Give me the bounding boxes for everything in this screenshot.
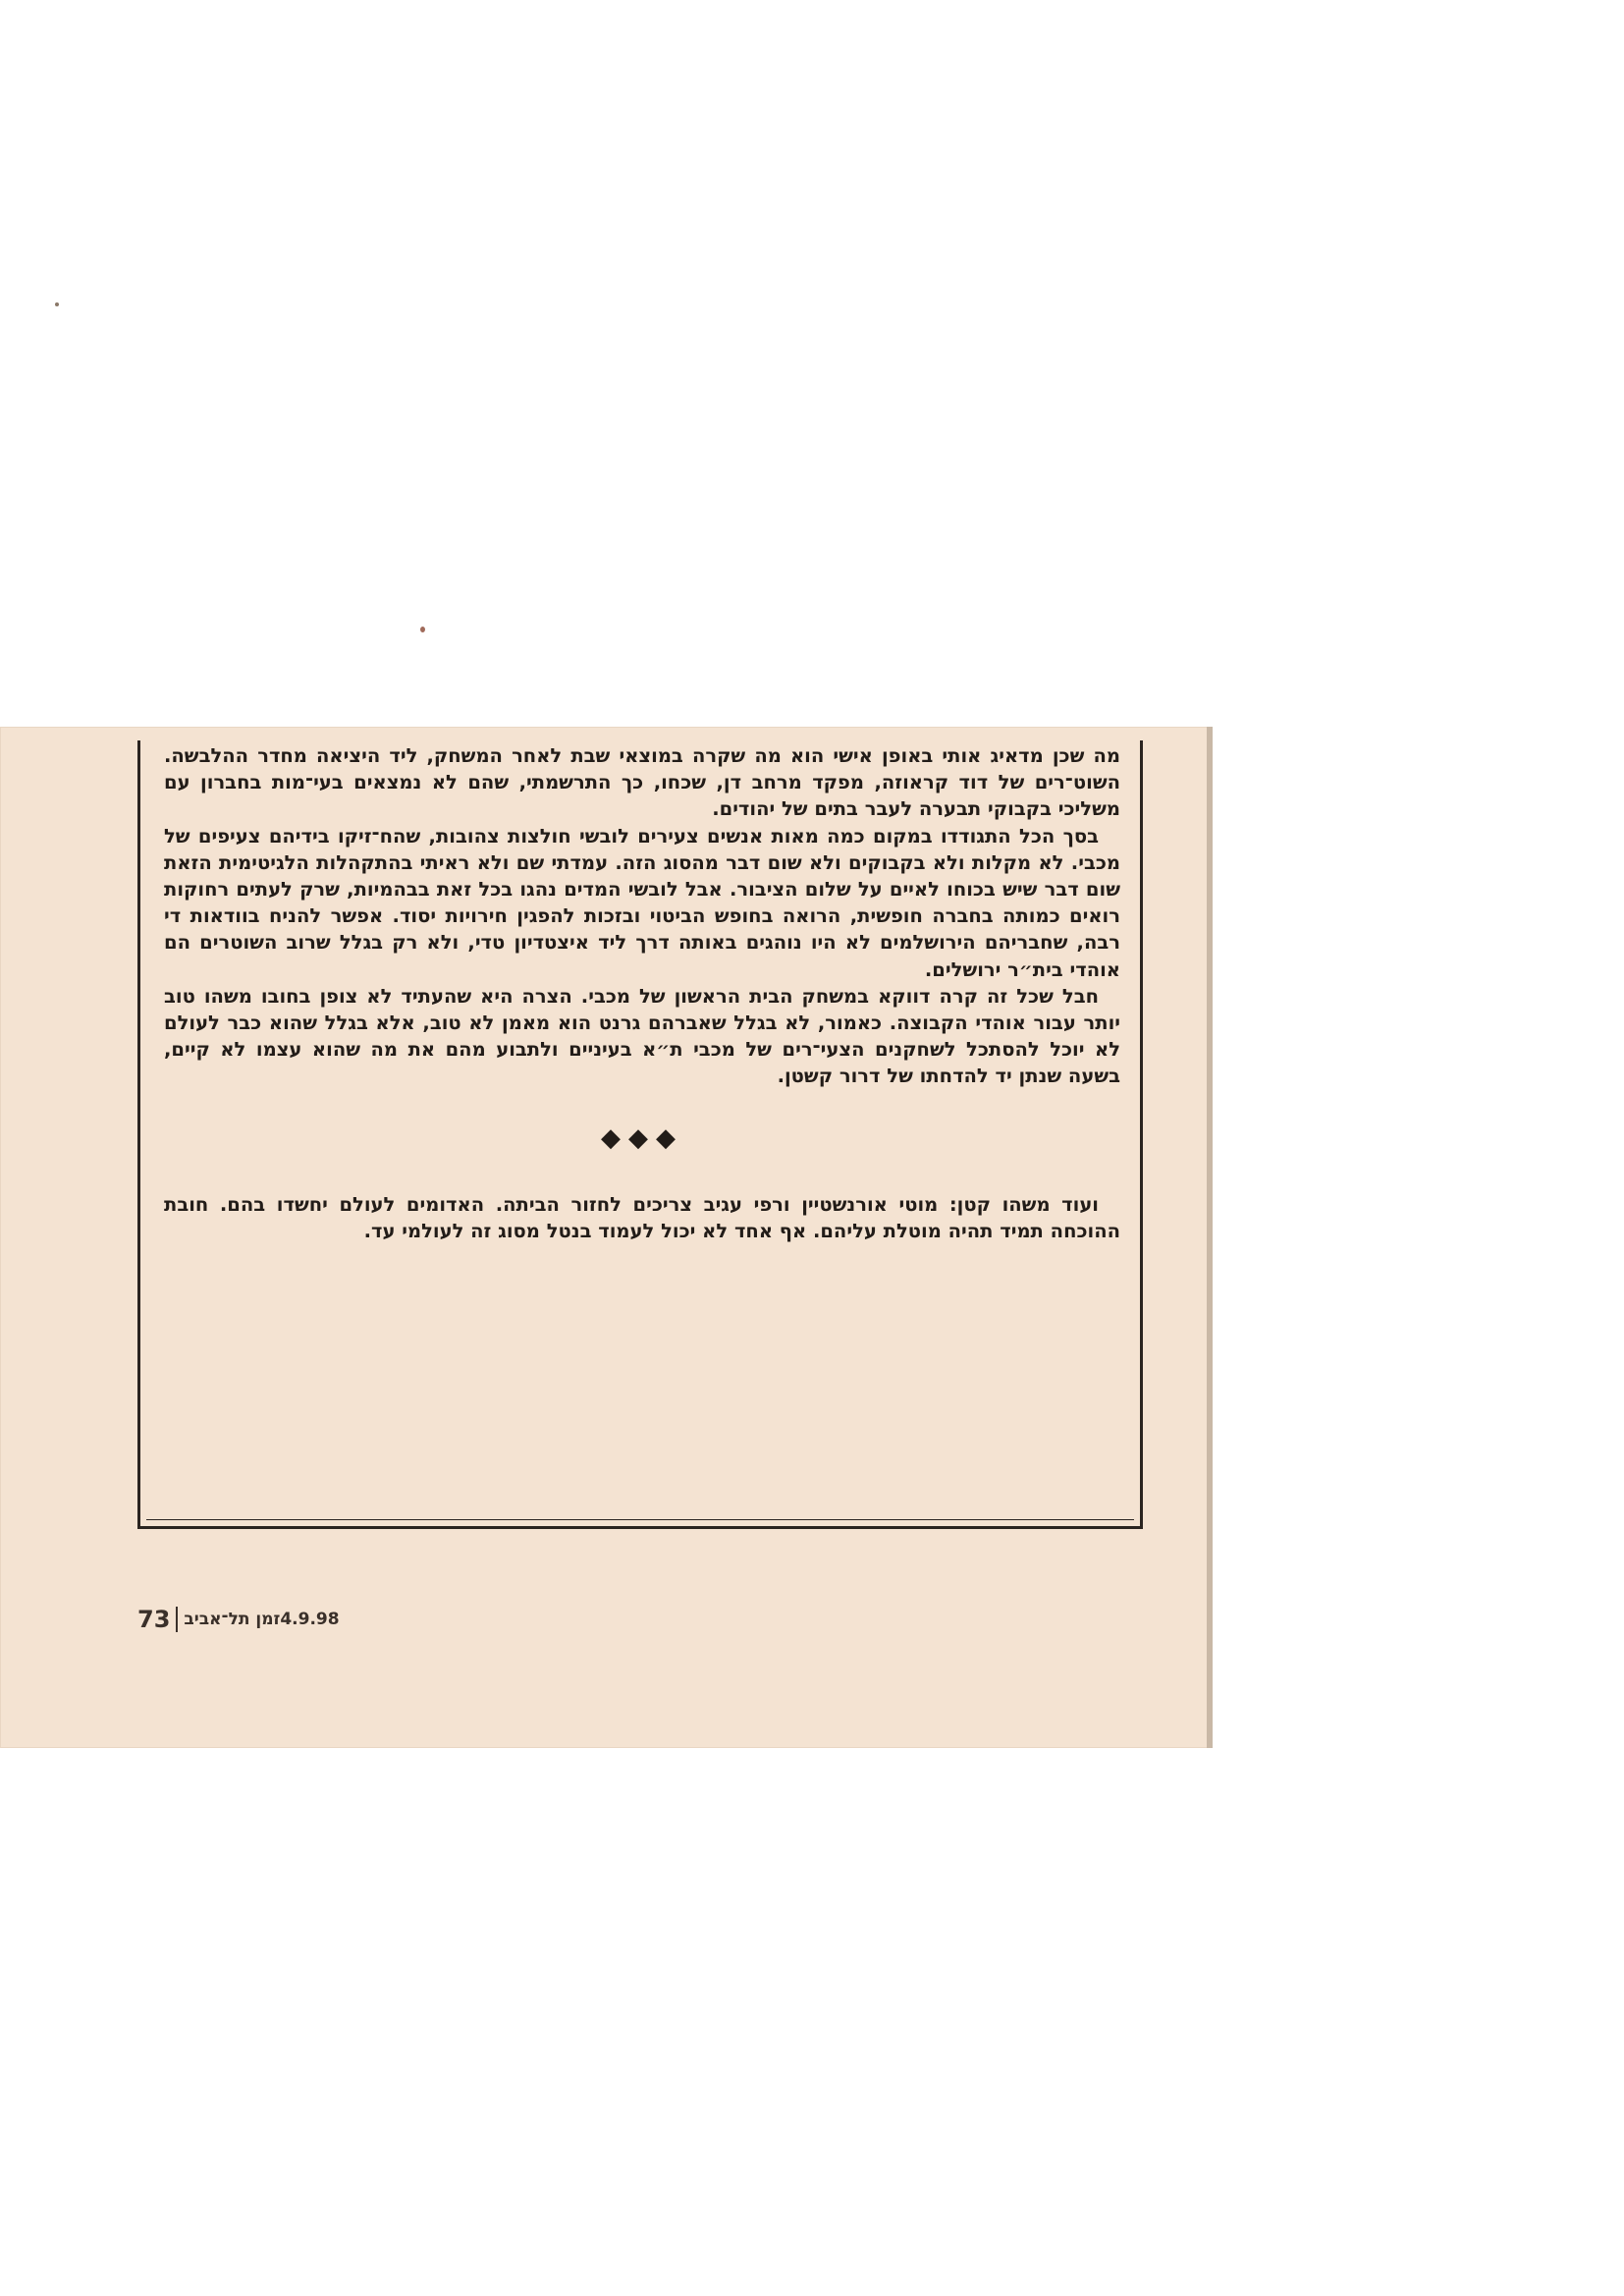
publication-name: זמן תל־אביב xyxy=(184,1610,281,1629)
newspaper-clipping xyxy=(0,727,1213,1748)
scan-speck xyxy=(55,302,59,306)
page-footer xyxy=(137,1606,346,1633)
article-box xyxy=(137,740,1143,1529)
clipping-edge xyxy=(1207,727,1213,1748)
article-body xyxy=(164,742,1120,1244)
publication-date: 4.9.98 xyxy=(280,1610,340,1629)
closing-paragraph: ועוד משהו קטן: מוטי אורנשטיין ורפי עגיב צריכים לחזור הביתה. האדומים לעולם יחשדו בהם. חובת ההוכחה תמיד תהיה מוטלת עליהם. אף אחד לא יכול לעמוד בנטל מסוג זה לעולמי עד. xyxy=(164,1192,1120,1243)
article-paragraph: חבל שכל זה קרה דווקא במשחק הבית הראשון של מכבי. הצרה היא שהעתיד לא צופן בחובו משהו טוב יותר עבור אוהדי הקבוצה. כאמור, לא בגלל שאברהם גרנט הוא מאמן לא טוב, אלא בגלל שהוא כבר לעולם לא יוכל להסתכל לשחקנים הצעי־רים של מכבי ת״א בעיניים ולתבוע מהם את מה שהוא עצמו לא קיים, בשעה שנתן יד להדחתו של דרור קשטן. xyxy=(164,984,1120,1088)
article-paragraph: מה שכן מדאיג אותי באופן אישי הוא מה שקרה במוצאי שבת לאחר המשחק, ליד היציאה מחדר ההלבשה. השוט־רים של דוד קראוזה, מפקד מרחב דן, שכחו, כך התרשמתי, שהם לא נמצאים בעי־מות בחברון עם משליכי בקבוקי תבערה לעבר בתים של יהודים. xyxy=(164,744,1120,821)
footer-separator xyxy=(176,1607,178,1632)
scan-speck xyxy=(420,627,425,632)
article-paragraph: בסך הכל התגודדו במקום כמה מאות אנשים צעירים לובשי חולצות צהובות, שהח־זיקו בידיהם צעיפים של מכבי. לא מקלות ולא בקבוקים ולא שום דבר מהסוג הזה. עמדתי שם ולא ראיתי בהתקהלות הלגיטימית הזאת שום דבר שיש בכוחו לאיים על שלום הציבור. אבל לובשי המדים נהגו בכל זאת בבהמיות, שרק לעתים רחוקות רואים כמותה בחברה חופשית, הרואה בחופש הביטוי ובזכות להפגין חירויות יסוד. אפשר להניח בוודאות די רבה, שחבריהם הירושלמים לא היו נוהגים באותה דרך ליד איצטדיון טדי, ולא רק בגלל שרוב השוטרים הם אוהדי בית״ר ירושלים. xyxy=(164,824,1120,981)
page-number: 73 xyxy=(137,1606,171,1633)
section-divider: ◆◆◆ xyxy=(601,1122,683,1153)
